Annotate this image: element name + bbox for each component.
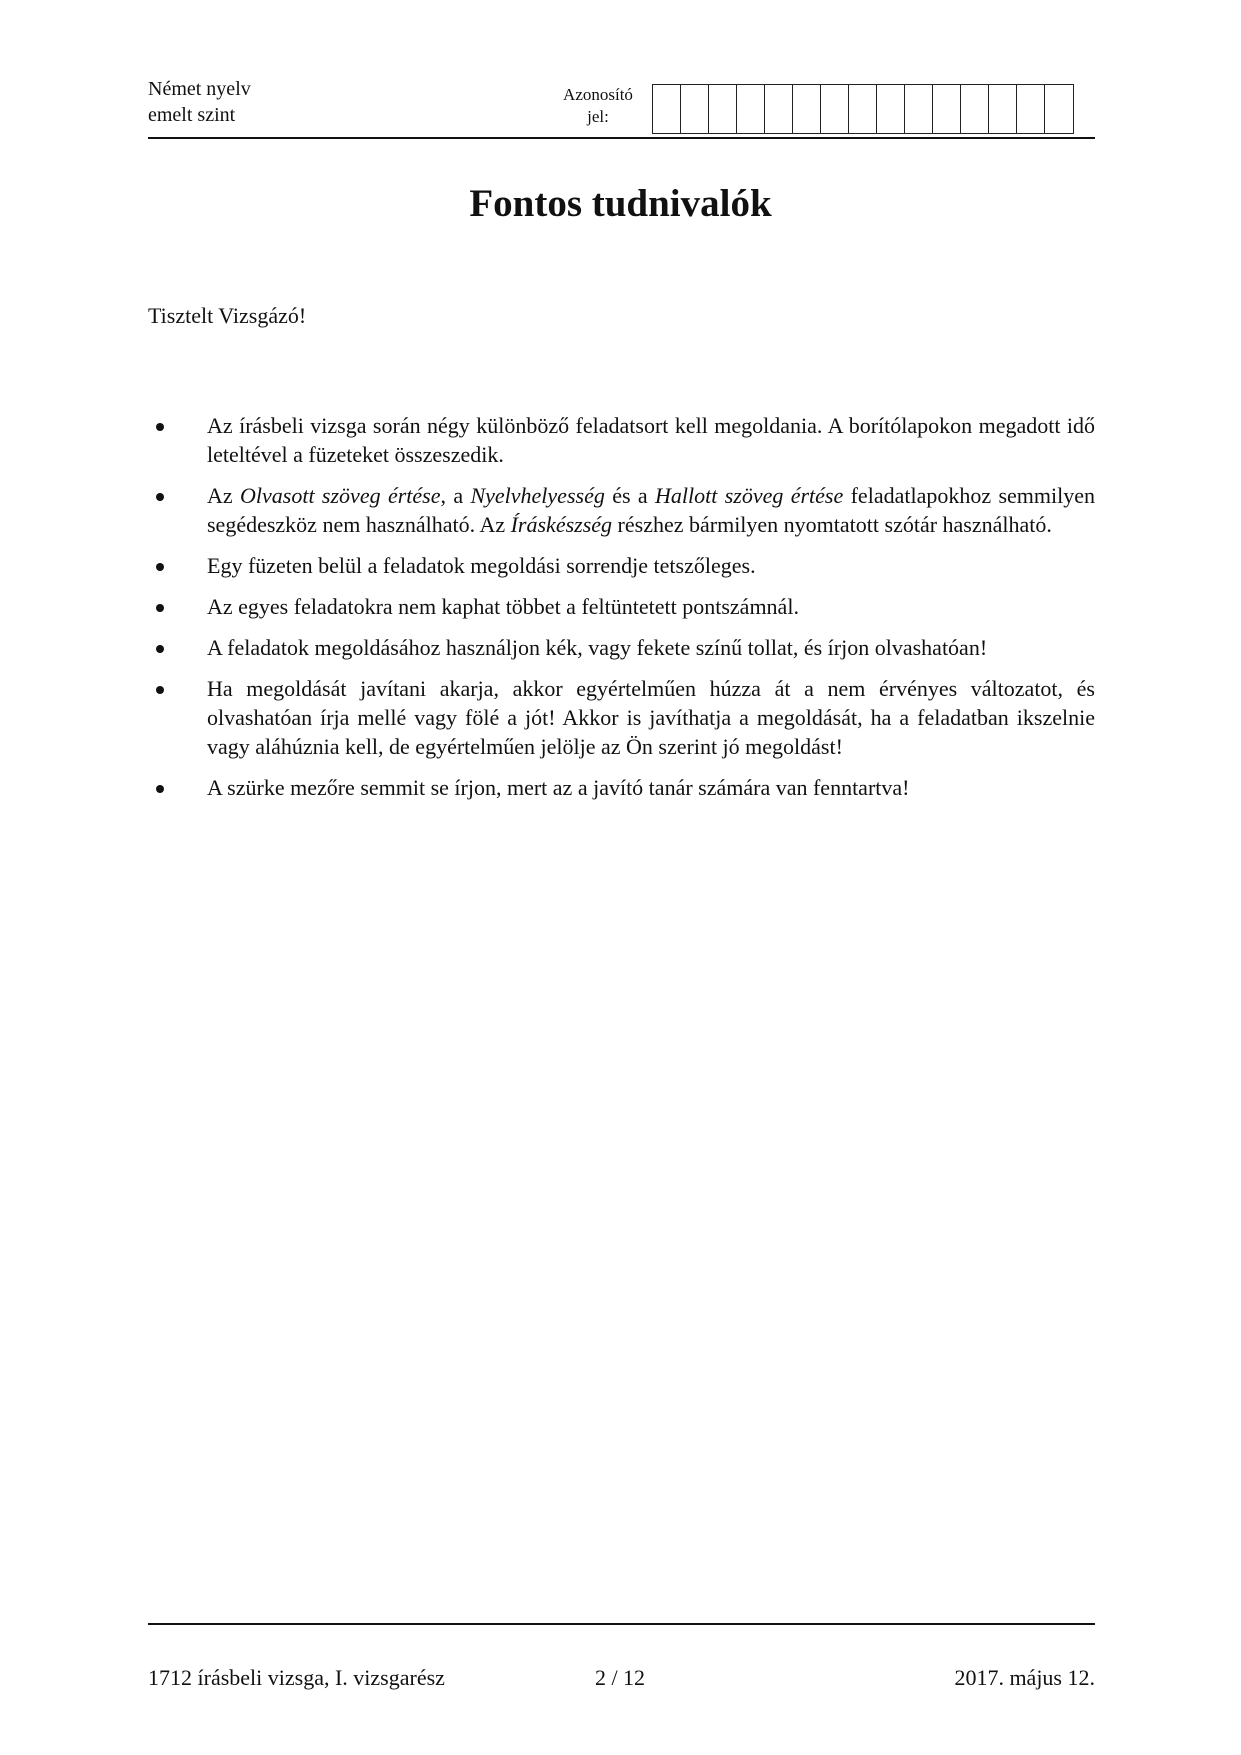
- page-title: Fontos tudnivalók: [469, 182, 772, 225]
- instruction-item: [148, 411, 1095, 469]
- text-run: részhez bármilyen nyomtatott szótár használható.: [612, 512, 1052, 537]
- text-run: , a: [440, 483, 471, 508]
- text-run: Az egyes feladatokra nem kaphat többet a feltüntetett pontszámnál.: [207, 594, 799, 619]
- bullet-icon: [156, 785, 164, 793]
- italic-term: Olvasott szöveg értése: [240, 483, 441, 508]
- instruction-item: [148, 674, 1095, 761]
- salutation: Tisztelt Vizsgázó!: [148, 303, 307, 328]
- subject-name: Német nyelv: [148, 78, 251, 100]
- id-code-box[interactable]: [989, 85, 1017, 133]
- id-code-box[interactable]: [933, 85, 961, 133]
- instruction-item: [148, 551, 1095, 580]
- instruction-text: [207, 483, 1095, 537]
- footer-exam-name: 1712 írásbeli vizsga, I. vizsgarész: [148, 1665, 445, 1690]
- text-run: Egy füzeten belül a feladatok megoldási sorrendje tetszőleges.: [207, 553, 756, 578]
- id-code-box[interactable]: [961, 85, 989, 133]
- id-code-box[interactable]: [793, 85, 821, 133]
- bullet-icon: [156, 493, 164, 501]
- id-code-box[interactable]: [737, 85, 765, 133]
- footer-date: 2017. május 12.: [954, 1665, 1095, 1690]
- instruction-item: [148, 481, 1095, 539]
- id-code-box[interactable]: [849, 85, 877, 133]
- text-run: Az: [207, 483, 241, 508]
- footer-rule: [148, 1623, 1095, 1625]
- id-code-box[interactable]: [653, 85, 681, 133]
- bullet-icon: [156, 604, 164, 612]
- bullet-icon: [156, 563, 164, 571]
- instruction-item: [148, 773, 1095, 802]
- id-code-box[interactable]: [765, 85, 793, 133]
- italic-term: Íráskészség: [510, 512, 613, 537]
- text-run: feladatlapokhoz semmilyen segédeszköz nem használható. Az: [207, 483, 1095, 537]
- id-code-box[interactable]: [709, 85, 737, 133]
- id-code-box[interactable]: [1045, 85, 1073, 133]
- id-label-line2: jel:: [587, 107, 609, 126]
- instruction-item: [148, 592, 1095, 621]
- text-run: A feladatok megoldásához használjon kék, vagy fekete színű tollat, és írjon olvashatóan!: [207, 635, 988, 660]
- id-code-box[interactable]: [821, 85, 849, 133]
- instruction-text: [207, 413, 1095, 467]
- footer-page-number: 2 / 12: [594, 1665, 646, 1690]
- instruction-text: [207, 775, 909, 800]
- bullet-icon: [156, 686, 164, 694]
- id-code-box[interactable]: [905, 85, 933, 133]
- header-subject: [148, 76, 251, 128]
- italic-term: Hallott szöveg értése: [655, 483, 844, 508]
- italic-term: Nyelvhelyesség: [470, 483, 605, 508]
- instruction-text: [207, 676, 1095, 759]
- id-label: [553, 84, 643, 128]
- id-code-boxes: [652, 84, 1074, 134]
- id-code-box[interactable]: [681, 85, 709, 133]
- header-rule: [148, 137, 1095, 139]
- text-run: Ha megoldását javítani akarja, akkor egyértelműen húzza át a nem érvényes változatot, és olvashatóan írja mellé vagy fölé a jót! Akkor is javíthatja a megoldását, ha a feladatban ikszelnie vagy aláhúznia kell, de egyértelműen jelölje az Ön szerint jó megoldást!: [207, 676, 1095, 759]
- bullet-icon: [156, 645, 164, 653]
- subject-level: emelt szint: [148, 104, 236, 126]
- instruction-text: [207, 553, 756, 578]
- text-run: Az írásbeli vizsga során négy különböző feladatsort kell megoldania. A borítólapokon megadott idő leteltével a füzeteket összeszedik.: [207, 413, 1095, 467]
- id-code-box[interactable]: [877, 85, 905, 133]
- bullet-icon: [156, 423, 164, 431]
- text-run: és a: [604, 483, 655, 508]
- instruction-item: [148, 633, 1095, 662]
- id-label-line1: Azonosító: [563, 85, 633, 104]
- text-run: A szürke mezőre semmit se írjon, mert az a javító tanár számára van fenntartva!: [207, 775, 910, 800]
- id-code-box[interactable]: [1017, 85, 1045, 133]
- instruction-list: [148, 411, 1095, 814]
- instruction-text: [207, 594, 799, 619]
- instruction-text: [207, 635, 987, 660]
